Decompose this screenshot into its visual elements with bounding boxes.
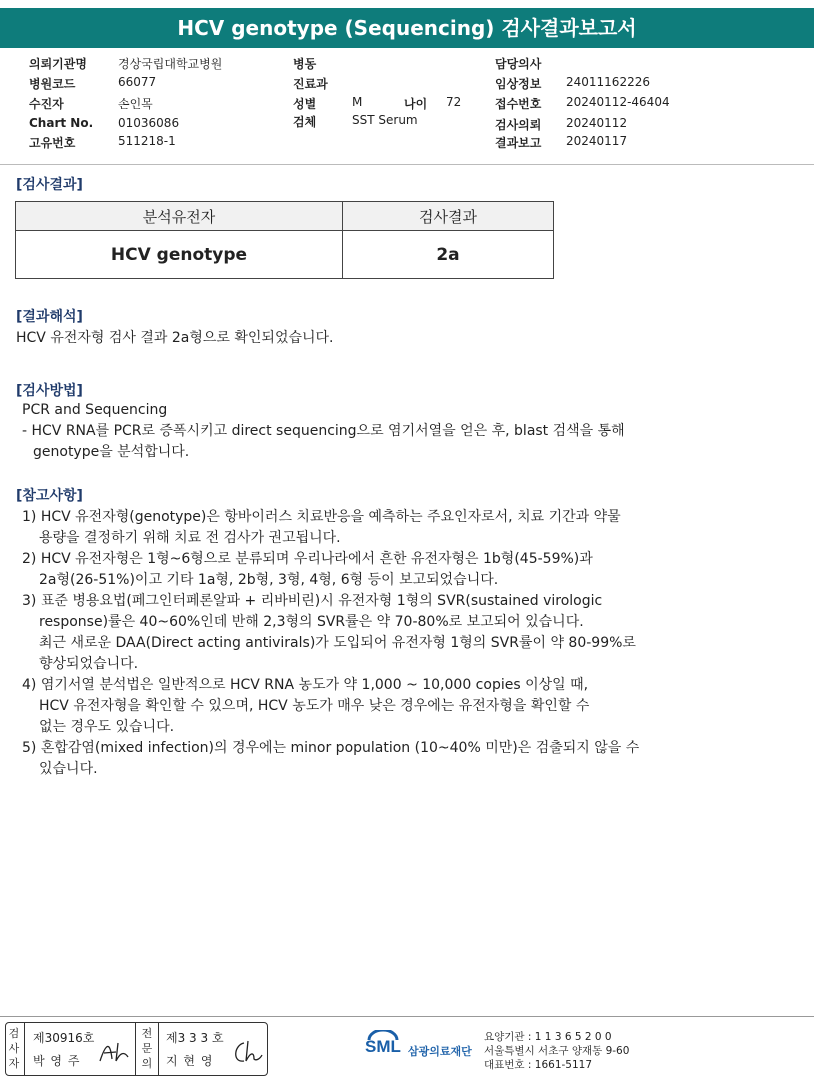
info-value: SST Serum xyxy=(352,113,418,127)
info-value: 20240112 xyxy=(566,116,628,130)
doctor-label xyxy=(141,1026,155,1071)
signature-separator xyxy=(135,1023,136,1075)
info-value: 511218-1 xyxy=(118,134,176,148)
info-value: 24011162226 xyxy=(566,75,650,89)
org-address: 서울특별시 서초구 양재동 9-60 xyxy=(484,1045,630,1057)
examiner-name: 박 영 주 xyxy=(33,1054,81,1068)
doctor-label-text: 전문의 xyxy=(141,1027,153,1070)
table-header-gene: 분석유전자 xyxy=(16,202,343,231)
note-line: 2) HCV 유전자형은 1형~6형으로 분류되며 우리나라에서 흔한 유전자형은 1b형(45-59%)과 xyxy=(22,551,593,567)
note-line: HCV 유전자형을 확인할 수 있으며, HCV 농도가 매우 낮은 경우에는 유전자형을 확인할 수 xyxy=(39,698,590,714)
note-line: 4) 염기서열 분석법은 일반적으로 HCV RNA 농도가 약 1,000 ~ 10,000 copies 이상일 때, xyxy=(22,677,589,693)
note-line: 1) HCV 유전자형(genotype)은 항바이러스 치료반응을 예측하는 주요인자로서, 치료 기간과 약물 xyxy=(22,509,621,525)
info-key: 병원코드 xyxy=(29,77,76,91)
org-name: 삼광의료재단 xyxy=(408,1045,472,1058)
note-line: 향상되었습니다. xyxy=(39,656,139,672)
info-key: 담당의사 xyxy=(495,57,542,71)
report-title: HCV genotype (Sequencing) 검사결과보고서 xyxy=(0,8,814,48)
footer-divider xyxy=(0,1016,814,1017)
result-value: 2a xyxy=(343,231,554,279)
info-key: 성별 xyxy=(293,97,317,111)
info-key: 접수번호 xyxy=(495,97,542,111)
info-key: 고유번호 xyxy=(29,136,76,150)
info-key: 임상정보 xyxy=(495,77,542,91)
info-value: 01036086 xyxy=(118,116,180,130)
method-section-title: [검사방법] xyxy=(16,383,83,399)
note-line: 있습니다. xyxy=(39,761,98,777)
note-line: 최근 새로운 DAA(Direct acting antivirals)가 도입되어 유전자형 1형의 SVR률이 약 80-99%로 xyxy=(39,635,636,651)
note-line: 용량을 결정하기 위해 치료 전 검사가 권고됩니다. xyxy=(39,530,341,546)
result-gene: HCV genotype xyxy=(16,231,343,279)
info-value: 66077 xyxy=(118,75,157,89)
note-line: 3) 표준 병용요법(페그인터페론알파 + 리바비린)시 유전자형 1형의 SVR(sustained virologic xyxy=(22,593,603,609)
table-header-row xyxy=(16,202,554,231)
result-table xyxy=(15,201,554,279)
note-line: response)률은 40~60%인데 반해 2,3형의 SVR률은 약 70-80%로 보고되어 있습니다. xyxy=(39,614,584,630)
info-key: 검사의뢰 xyxy=(495,118,542,132)
examiner-label-text: 검사자 xyxy=(8,1027,20,1070)
org-info xyxy=(484,1030,629,1072)
patient-info xyxy=(0,55,814,155)
info-key: 결과보고 xyxy=(495,136,542,150)
info-key: 진료과 xyxy=(293,77,328,91)
note-line: 5) 혼합감염(mixed infection)의 경우에는 minor population (10~40% 미만)은 검출되지 않을 수 xyxy=(22,740,640,756)
info-key: 나이 xyxy=(404,97,428,111)
note-line: 2a형(26-51%)이고 기타 1a형, 2b형, 3형, 4형, 6형 등이 보고되었습니다. xyxy=(39,572,499,588)
signature-box xyxy=(5,1022,268,1076)
notes-list xyxy=(22,507,639,780)
info-key: 검체 xyxy=(293,115,317,129)
info-value: M xyxy=(352,95,363,109)
info-value: 20240112-46404 xyxy=(566,95,670,109)
examiner-label xyxy=(8,1026,22,1071)
info-value: 손인목 xyxy=(118,97,153,111)
info-key: 수진자 xyxy=(29,97,64,111)
signature-separator xyxy=(158,1023,159,1075)
table-header-result: 검사결과 xyxy=(343,202,554,231)
doctor-name: 지 현 영 xyxy=(166,1054,214,1068)
signature-separator xyxy=(24,1023,25,1075)
logo-text: SML xyxy=(365,1037,401,1056)
doctor-license-no: 제3 3 3 호 xyxy=(166,1031,224,1045)
info-value: 72 xyxy=(446,95,462,109)
interp-section-title: [결과해석] xyxy=(16,309,83,325)
examiner-license-no: 제30916호 xyxy=(33,1031,95,1045)
info-value: 20240117 xyxy=(566,134,628,148)
method-line: genotype을 분석합니다. xyxy=(33,444,190,460)
info-value: 경상국립대학교병원 xyxy=(118,57,223,71)
examiner-signature-icon xyxy=(96,1037,132,1067)
doctor-signature-icon xyxy=(228,1037,264,1067)
info-key: 의뢰기관명 xyxy=(29,57,87,71)
notes-section-title: [참고사항] xyxy=(16,488,83,504)
result-section-title: [검사결과] xyxy=(16,177,83,193)
interpretation-text: HCV 유전자형 검사 결과 2a형으로 확인되었습니다. xyxy=(16,330,334,346)
table-row xyxy=(16,231,554,279)
info-key: Chart No. xyxy=(29,116,94,130)
org-code: 요양기관 : 1 1 3 6 5 2 0 0 xyxy=(484,1031,612,1043)
header-divider xyxy=(0,164,814,165)
note-line: 없는 경우도 있습니다. xyxy=(39,719,175,735)
method-line: - HCV RNA를 PCR로 증폭시키고 direct sequencing으로 염기서열을 얻은 후, blast 검색을 통해 xyxy=(22,423,625,439)
info-key: 병동 xyxy=(293,57,317,71)
method-line: PCR and Sequencing xyxy=(22,402,168,418)
org-phone: 대표번호 : 1661-5117 xyxy=(484,1059,593,1071)
